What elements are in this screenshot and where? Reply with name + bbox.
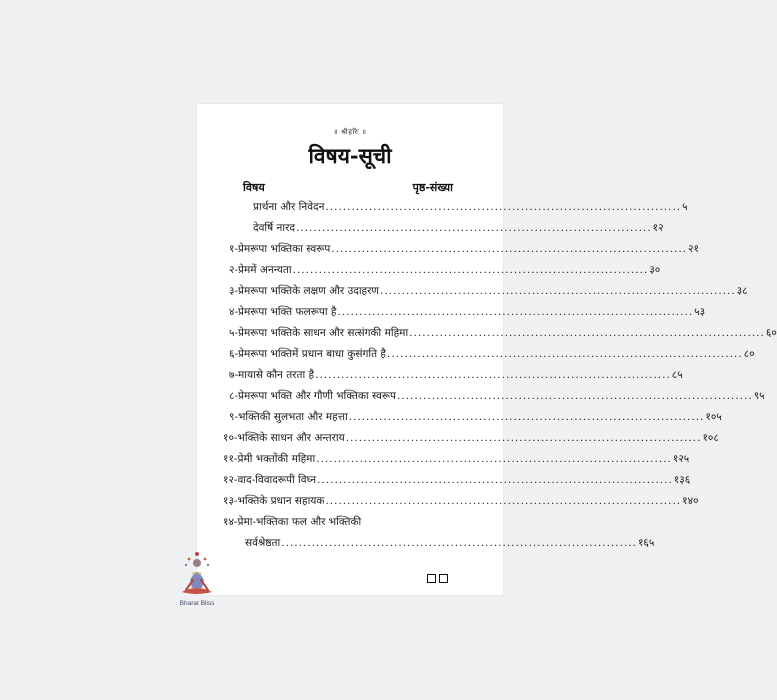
toc-label: प्रार्थना और निवेदन [253,201,325,213]
toc-label: १०-भक्तिके साधन और अन्तराय [223,432,345,444]
toc-label: ८-प्रेमरूपा भक्ति और गौणी भक्तिका स्वरूप [229,390,397,402]
toc-label: ११-प्रेमी भक्तोंकी महिमा [223,453,316,465]
toc-row [229,347,755,365]
toc-row [229,389,765,407]
toc-page: १२५ [672,453,690,465]
toc-row [223,452,690,470]
toc-leader: .................................................................................. [295,222,652,234]
toc-page: १६५ [637,537,655,549]
toc-leader: .................................................................................. [281,537,637,549]
toc-label: १३-भक्तिके प्रधान सहायक [223,495,325,507]
toc-label: सर्वश्रेष्ठता [245,537,281,549]
toc-page: ५ [682,201,688,213]
toc-page: ८५ [671,369,683,381]
toc-label: ७-मायासे कौन तरता है [229,369,315,381]
toc-row [229,305,706,323]
page-nav-icons [427,574,448,583]
toc-page: ५३ [694,306,706,318]
toc-row [223,431,719,449]
toc-row [223,494,699,512]
toc-label: १४-प्रेमा-भक्तिका फल और भक्तिकी [223,516,362,528]
document-page [197,104,777,595]
toc-leader: .................................................................................. [397,390,753,402]
toc-page: १२ [652,222,664,234]
toc-row [229,263,661,281]
toc-label: ९-भक्तिकी सुलभता और महत्ता [229,411,348,423]
toc-row [245,536,655,554]
toc-leader: .................................................................................. [348,411,705,423]
column-header-subject: विषय [243,181,265,194]
toc-page: २१ [688,243,699,255]
invocation-text: ॥ श्रीहरिः ॥ [333,128,367,136]
toc-leader: .................................................................................. [409,327,765,339]
toc-leader: .................................................................................. [315,369,671,381]
toc-page: ८० [743,348,755,360]
toc-label: ५-प्रेमरूपा भक्तिके साधन और सत्संगकी महिमा [229,327,409,339]
square-icon [427,574,436,583]
toc-leader: .................................................................................. [331,243,688,255]
toc-row [229,326,777,344]
toc-page: ३० [649,264,661,276]
toc-page: १४० [682,495,699,507]
toc-label: ६-प्रेमरूपा भक्तिमें प्रधान बाधा कुसंगति है [229,348,387,360]
toc-row [229,284,748,302]
toc-leader: .................................................................................. [292,264,649,276]
toc-page: १३६ [673,474,691,486]
toc-row [223,473,691,491]
toc-row [229,368,683,386]
toc-label: ३-प्रेमरूपा भक्तिके लक्षण और उदाहरण [229,285,380,297]
toc-label: देवर्षि नारद [253,222,295,234]
page-title: विषय-सूची [308,143,392,168]
toc-row [229,242,699,260]
toc-page: ९५ [753,390,765,402]
square-icon [439,574,448,583]
toc-label: २-प्रेममें अनन्यता [229,264,292,276]
toc-row [229,410,722,428]
toc-leader: .................................................................................. [316,453,672,465]
brand-logo-text: Bharat Bliss [179,600,215,607]
column-header-page: पृष्ठ-संख्या [412,181,453,194]
toc-page: १०८ [702,432,719,444]
toc-page: १०५ [705,411,722,423]
toc-label: १२-वाद-विवादरूपी विघ्न [223,474,317,486]
toc-row [223,515,361,529]
toc-leader: .................................................................................. [387,348,743,360]
toc-leader: .................................................................................. [325,495,682,507]
toc-row [253,221,664,239]
toc-label: ४-प्रेमरूपा भक्ति फलरूपा है [229,306,337,318]
toc-row [253,200,688,218]
toc-label: १-प्रेमरूपा भक्तिका स्वरूप [229,243,331,255]
toc-leader: .................................................................................. [345,432,702,444]
toc-page: ३८ [736,285,748,297]
toc-page: ६० [765,327,777,339]
toc-leader: .................................................................................. [337,306,694,318]
toc-leader: .................................................................................. [317,474,673,486]
toc-leader: .................................................................................. [325,201,682,213]
toc-leader: .................................................................................. [380,285,736,297]
